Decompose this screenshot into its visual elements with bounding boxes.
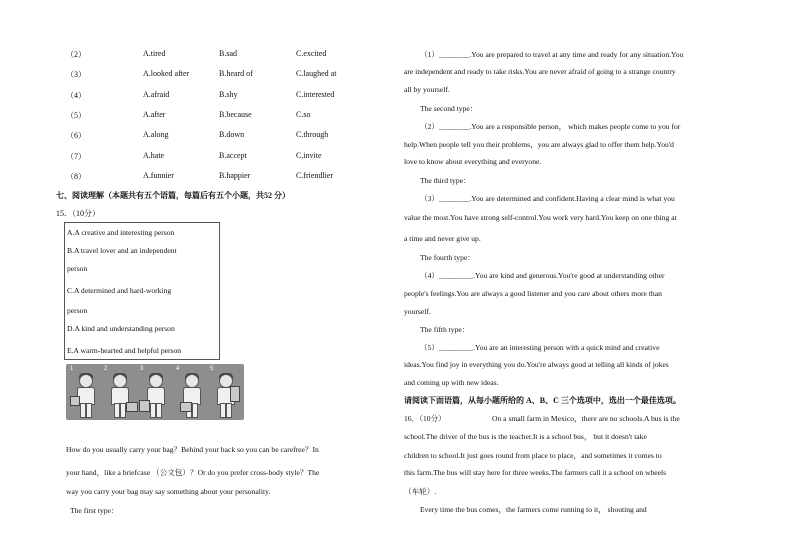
figure-4 (176, 366, 204, 418)
option-b: B.happier (219, 171, 251, 180)
right-line: help.When people tell you their problems，you are always glad to offer them help.You'd (404, 140, 674, 149)
option-a: A.after (143, 110, 166, 119)
option-number: （7） (66, 152, 86, 161)
option-b: B.because (219, 110, 252, 119)
right-line: （2）________.You are a responsible person， which makes people come to you for (420, 122, 681, 131)
instruction: 请阅读下面语篇，从每小题所给的 A、B、C 三个选项中，选出一个最佳选项。 (404, 396, 681, 405)
option-b: B.sad (219, 49, 237, 58)
option-c: C.so (296, 110, 311, 119)
q16-line: （车轮）. (404, 487, 437, 496)
option-a: A.along (143, 130, 169, 139)
option-number: （5） (66, 111, 86, 120)
figure-number: 5 (210, 366, 214, 372)
box-line: A.A creative and interesting person (67, 228, 175, 237)
figure-5 (210, 366, 238, 418)
box-line: E.A warm-hearted and helpful person (67, 346, 182, 355)
option-a: A.looked after (143, 69, 190, 78)
option-c: C.laughed at (296, 69, 337, 78)
right-line: love to know about everything and everyone. (404, 157, 542, 166)
figure-1 (70, 366, 98, 418)
figure-number: 1 (70, 366, 74, 372)
passage-line: The first type： (70, 506, 119, 515)
question-15-label: 15．（10分） (56, 209, 100, 218)
right-line: The third type： (420, 176, 471, 185)
figure-number: 3 (140, 366, 144, 372)
option-row (66, 49, 86, 60)
option-a: A.hate (143, 151, 165, 160)
right-line: （4）_________.You are kind and generous.You're good at understanding other (420, 271, 665, 280)
right-line: ideas.You find joy in everything you do.You're always good at telling all kinds of jokes (404, 360, 669, 369)
q16-line: Every time the bus comes，the farmers come running to it， shouting and (420, 505, 647, 514)
right-line: （5）_________.You are an interesting person with a quick mind and creative (420, 343, 660, 352)
passage-line: your hand，like a briefcase （公文包）？Or do you prefer cross-body style？The (66, 468, 320, 477)
box-line: B.A travel lover and an independent (67, 246, 177, 255)
box-line: person (67, 306, 88, 315)
right-line: are independent and ready to take risks.You are never afraid of going to a strange country (404, 67, 676, 76)
option-c: C.through (296, 130, 329, 139)
figure-number: 4 (176, 366, 180, 372)
q16-line: school.The driver of the bus is the teacher.It is a school bus， but it doesn't take (404, 432, 647, 441)
right-line: a time and never give up. (404, 234, 481, 243)
q16-line: On a small farm in Mexico，there are no schools.A bus is the (492, 414, 680, 423)
section-title: 七、阅读理解（本题共有五个语篇，每篇后有五个小题，共52 分） (56, 191, 290, 200)
option-c: C.interested (296, 90, 335, 99)
option-a: A.afraid (143, 90, 170, 99)
option-number: （4） (66, 91, 86, 100)
right-line: （1）________.You are prepared to travel at any time and ready for any situation.You (420, 50, 684, 59)
box-line: person (67, 264, 88, 273)
q16-line: this farm.The bus will stay here for three weeks.The farmers call it a school on wheels (404, 468, 667, 477)
option-c: C.friendlier (296, 171, 334, 180)
option-number: （8） (66, 172, 86, 181)
right-line: The fifth type： (420, 325, 470, 334)
bag-carrying-illustration (66, 364, 244, 420)
right-line: value the most.You have strong self-control.You work very hard.You keep on one thing at (404, 213, 677, 222)
question-16-label: 16．（10分） (404, 414, 446, 423)
right-line: people's feelings.You are always a good listener and you care about others more than (404, 289, 662, 298)
right-line: （3）________.You are determined and confident.Having a clear mind is what you (420, 194, 675, 203)
personality-options-box (64, 222, 220, 360)
right-line: The second type： (420, 104, 478, 113)
option-number: （2） (66, 50, 86, 59)
right-line: and coming up with new ideas. (404, 378, 499, 387)
q16-line: children to school.It just goes round from place to place，and sometimes it comes to (404, 451, 662, 460)
option-b: B.heard of (219, 69, 253, 78)
passage-line: way you carry your bag may say something about your personality. (66, 487, 271, 496)
box-line: D.A kind and understanding person (67, 324, 175, 333)
option-a: A.tired (143, 49, 166, 58)
right-line: all by yourself. (404, 85, 450, 94)
box-line: C.A determined and hard-working (67, 286, 172, 295)
right-line: yourself. (404, 307, 431, 316)
option-b: B.shy (219, 90, 238, 99)
option-a: A.funnier (143, 171, 174, 180)
option-c: C.excited (296, 49, 327, 58)
option-b: B.accept (219, 151, 247, 160)
figure-3 (140, 366, 168, 418)
right-line: The fourth type： (420, 253, 475, 262)
passage-line: How do you usually carry your bag？Behind your back so you can be carefree？In (66, 445, 319, 454)
option-number: （6） (66, 131, 86, 140)
figure-number: 2 (104, 366, 108, 372)
option-b: B.down (219, 130, 245, 139)
option-number: （3） (66, 70, 86, 79)
option-c: C.invite (296, 151, 322, 160)
figure-2 (104, 366, 132, 418)
